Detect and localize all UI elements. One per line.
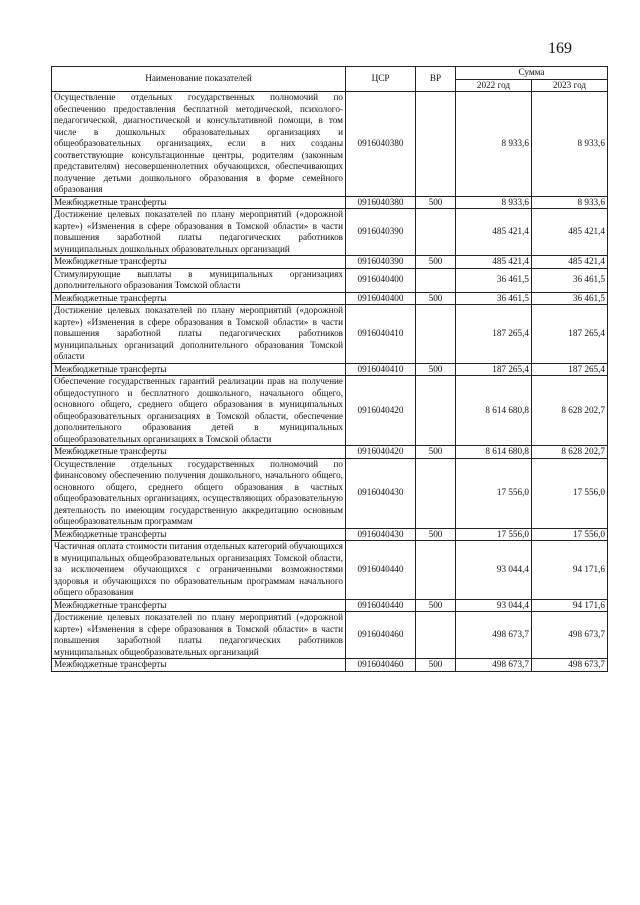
table-row bbox=[52, 292, 608, 305]
table-row bbox=[52, 268, 608, 292]
row-name: Межбюджетные трансферты bbox=[52, 292, 346, 305]
table-row bbox=[52, 256, 608, 269]
row-csr: 0916040410 bbox=[346, 363, 416, 376]
row-csr: 0916040430 bbox=[346, 528, 416, 541]
row-sum-2023: 498 673,7 bbox=[532, 659, 608, 672]
header-name: Наименование показателей bbox=[52, 67, 346, 92]
row-name: Достижение целевых показателей по плану мероприятий («дорожной карте») «Изменения в сфере образования в Томской области» в части повышения заработной платы педагогических работников муниципальных общеобразовательных организаций bbox=[52, 612, 346, 659]
row-name: Межбюджетные трансферты bbox=[52, 196, 346, 209]
row-name: Межбюджетные трансферты bbox=[52, 599, 346, 612]
row-csr: 0916040440 bbox=[346, 541, 416, 600]
row-vr bbox=[416, 305, 456, 364]
row-sum-2022: 498 673,7 bbox=[456, 612, 532, 659]
row-name: Осуществление отдельных государственных полномочий по обеспечению предоставления бесплатной методической, психолого-педагогической, диагностической и консультативной помощи, в том числе в дошкольных образовательных организациях и общеобразовательных организациях, если в них созданы соответствующие консультационные центры, родителям (законным представителям) несовершеннолетних обучающихся, обеспечивающих получение детьми дошкольного образования в форме семейного образования bbox=[52, 92, 346, 197]
row-sum-2023: 187 265,4 bbox=[532, 363, 608, 376]
row-vr: 500 bbox=[416, 599, 456, 612]
row-sum-2022: 17 556,0 bbox=[456, 458, 532, 528]
row-name: Межбюджетные трансферты bbox=[52, 528, 346, 541]
table-row bbox=[52, 305, 608, 364]
row-vr: 500 bbox=[416, 446, 456, 459]
row-sum-2022: 8 614 680,8 bbox=[456, 446, 532, 459]
row-sum-2022: 498 673,7 bbox=[456, 659, 532, 672]
table-header bbox=[52, 67, 608, 92]
row-vr bbox=[416, 209, 456, 256]
row-csr: 0916040380 bbox=[346, 196, 416, 209]
row-sum-2022: 36 461,5 bbox=[456, 268, 532, 292]
row-sum-2023: 94 171,6 bbox=[532, 599, 608, 612]
row-csr: 0916040380 bbox=[346, 92, 416, 197]
row-sum-2023: 8 628 202,7 bbox=[532, 376, 608, 446]
row-sum-2023: 17 556,0 bbox=[532, 528, 608, 541]
header-sum: Сумма bbox=[456, 67, 608, 80]
row-csr: 0916040440 bbox=[346, 599, 416, 612]
header-vr: ВР bbox=[416, 67, 456, 92]
row-csr: 0916040420 bbox=[346, 446, 416, 459]
row-sum-2023: 36 461,5 bbox=[532, 268, 608, 292]
row-csr: 0916040400 bbox=[346, 292, 416, 305]
table-row bbox=[52, 376, 608, 446]
row-sum-2022: 93 044,4 bbox=[456, 599, 532, 612]
row-sum-2023: 498 673,7 bbox=[532, 612, 608, 659]
row-vr: 500 bbox=[416, 659, 456, 672]
row-sum-2023: 8 933,6 bbox=[532, 92, 608, 197]
row-sum-2022: 187 265,4 bbox=[456, 363, 532, 376]
row-vr: 500 bbox=[416, 528, 456, 541]
table-row bbox=[52, 196, 608, 209]
row-sum-2023: 8 628 202,7 bbox=[532, 446, 608, 459]
row-sum-2022: 8 933,6 bbox=[456, 196, 532, 209]
table-row bbox=[52, 541, 608, 600]
row-csr: 0916040430 bbox=[346, 458, 416, 528]
budget-table bbox=[51, 66, 608, 672]
table-row bbox=[52, 659, 608, 672]
row-csr: 0916040460 bbox=[346, 612, 416, 659]
row-vr: 500 bbox=[416, 196, 456, 209]
row-sum-2023: 485 421,4 bbox=[532, 256, 608, 269]
row-csr: 0916040400 bbox=[346, 268, 416, 292]
table-row bbox=[52, 599, 608, 612]
row-sum-2023: 36 461,5 bbox=[532, 292, 608, 305]
row-name: Осуществление отдельных государственных полномочий по финансовому обеспечению получения дошкольного, начального общего, основного общего, среднего общего образования в частных общеобразовательных организациях, осуществляющих образовательную деятельность по имеющим государственную аккредитацию основным общеобразовательным программам bbox=[52, 458, 346, 528]
page-number: 169 bbox=[548, 40, 572, 57]
row-name: Достижение целевых показателей по плану мероприятий («дорожной карте») «Изменения в сфере образования в Томской области» в части повышения заработной платы педагогических работников муниципальных организаций дополнительного образования Томской области bbox=[52, 305, 346, 364]
row-name: Достижение целевых показателей по плану мероприятий («дорожной карте») «Изменения в сфере образования в Томской области» в части повышения заработной платы педагогических работников муниципальных дошкольных образовательных организаций bbox=[52, 209, 346, 256]
row-vr bbox=[416, 376, 456, 446]
row-name: Обеспечение государственных гарантий реализации прав на получение общедоступного и бесплатного дошкольного, начального общего, основного общего, среднего общего образования в муниципальных общеобразовательных организациях в Томской области, обеспечение дополнительного образования детей в муниципальных общеобразовательных организациях в Томской области bbox=[52, 376, 346, 446]
row-name: Частичная оплата стоимости питания отдельных категорий обучающихся в муниципальных общеобразовательных организациях Томской области, за исключением обучающихся с ограниченными возможностями здоровья и обучающихся по образовательным программам начального общего образования bbox=[52, 541, 346, 600]
row-sum-2023: 187 265,4 bbox=[532, 305, 608, 364]
row-name: Межбюджетные трансферты bbox=[52, 446, 346, 459]
row-name: Межбюджетные трансферты bbox=[52, 659, 346, 672]
header-year-2023: 2023 год bbox=[532, 79, 608, 92]
table-row bbox=[52, 528, 608, 541]
row-vr: 500 bbox=[416, 256, 456, 269]
row-csr: 0916040410 bbox=[346, 305, 416, 364]
row-vr bbox=[416, 458, 456, 528]
header-csr: ЦСР bbox=[346, 67, 416, 92]
table-row bbox=[52, 612, 608, 659]
row-sum-2022: 36 461,5 bbox=[456, 292, 532, 305]
row-csr: 0916040460 bbox=[346, 659, 416, 672]
row-sum-2022: 485 421,4 bbox=[456, 209, 532, 256]
row-sum-2023: 8 933,6 bbox=[532, 196, 608, 209]
row-csr: 0916040390 bbox=[346, 256, 416, 269]
row-vr bbox=[416, 92, 456, 197]
header-year-2022: 2022 год bbox=[456, 79, 532, 92]
row-sum-2022: 485 421,4 bbox=[456, 256, 532, 269]
row-csr: 0916040420 bbox=[346, 376, 416, 446]
row-vr bbox=[416, 612, 456, 659]
row-vr bbox=[416, 268, 456, 292]
table-row bbox=[52, 458, 608, 528]
row-sum-2023: 17 556,0 bbox=[532, 458, 608, 528]
table-row bbox=[52, 209, 608, 256]
table-row bbox=[52, 446, 608, 459]
table-body bbox=[52, 92, 608, 672]
row-vr bbox=[416, 541, 456, 600]
table-row bbox=[52, 363, 608, 376]
row-sum-2022: 93 044,4 bbox=[456, 541, 532, 600]
row-sum-2023: 94 171,6 bbox=[532, 541, 608, 600]
row-name: Стимулирующие выплаты в муниципальных организациях дополнительного образования Томской области bbox=[52, 268, 346, 292]
row-sum-2022: 8 933,6 bbox=[456, 92, 532, 197]
row-sum-2022: 8 614 680,8 bbox=[456, 376, 532, 446]
table-row bbox=[52, 92, 608, 197]
row-name: Межбюджетные трансферты bbox=[52, 256, 346, 269]
row-sum-2023: 485 421,4 bbox=[532, 209, 608, 256]
row-vr: 500 bbox=[416, 363, 456, 376]
row-csr: 0916040390 bbox=[346, 209, 416, 256]
row-sum-2022: 17 556,0 bbox=[456, 528, 532, 541]
row-name: Межбюджетные трансферты bbox=[52, 363, 346, 376]
row-vr: 500 bbox=[416, 292, 456, 305]
row-sum-2022: 187 265,4 bbox=[456, 305, 532, 364]
